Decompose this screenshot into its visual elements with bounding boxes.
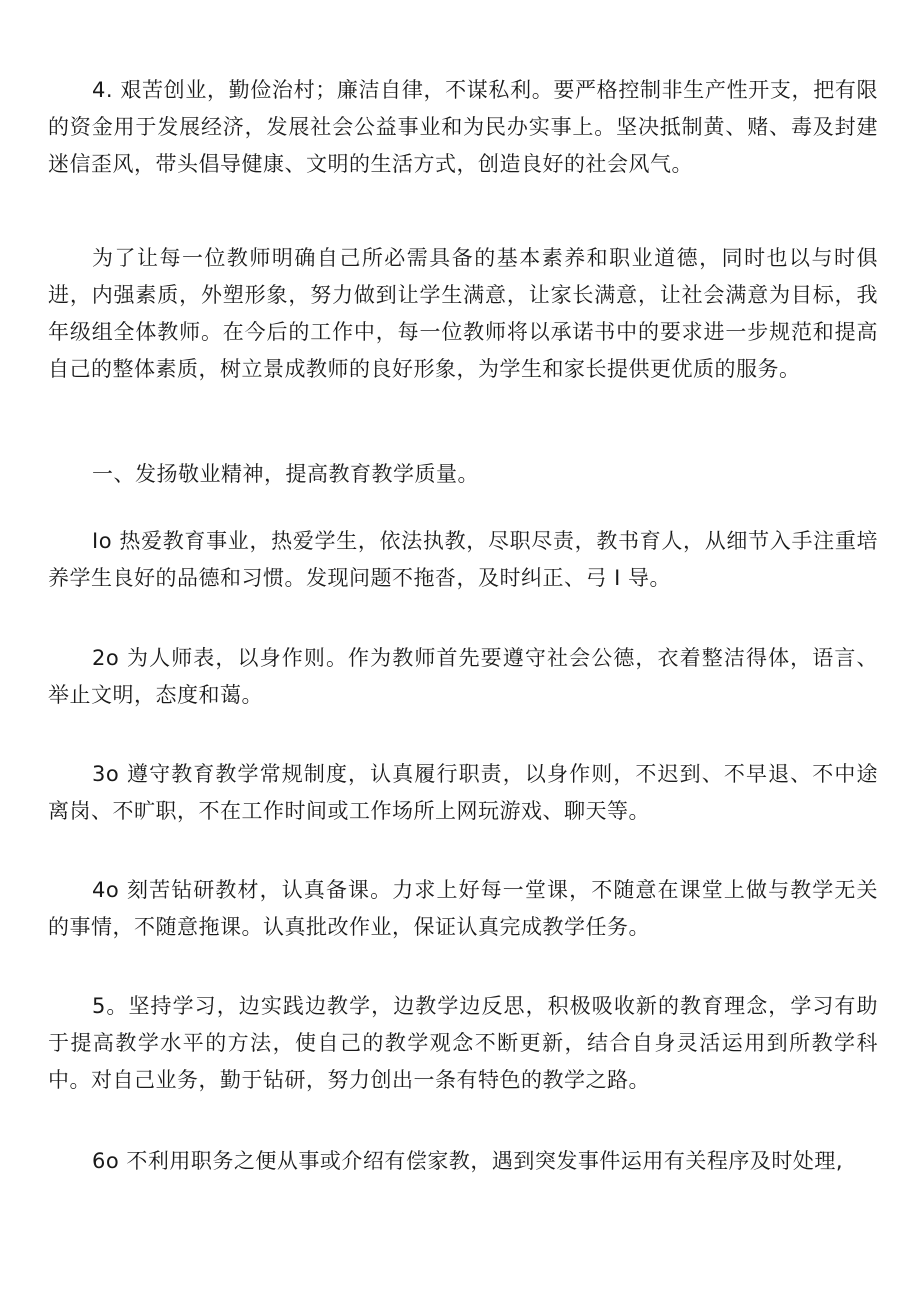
paragraph-item-5: 5。坚持学习，边实践边教学，边教学边反思，积极吸收新的教育理念，学习有助于提高教学水平的方法，使自己的教学观念不断更新，结合自身灵活运用到所教学科中。对自己业务，勤于钻研，努力创出一条有特色的教学之路。 <box>48 994 878 1092</box>
paragraph-item-3: 3o 遵守教育教学常规制度，认真履行职责，以身作则，不迟到、不早退、不中途离岗、不旷职，不在工作时间或工作场所上网玩游戏、聊天等。 <box>48 762 878 823</box>
paragraph-item-4: 4o 刻苦钻研教材，认真备课。力求上好每一堂课，不随意在课堂上做与教学无关的事情，不随意拖课。认真批改作业，保证认真完成教学任务。 <box>48 878 878 939</box>
section-heading-dedication: 一、发扬敬业精神，提高教育教学质量。 <box>92 462 479 486</box>
paragraph-item-1: Io 热爱教育事业，热爱学生，依法执教，尽职尽责，教书育人，从细节入手注重培养学生良好的品德和习惯。发现问题不拖沓，及时纠正、弓 I 导。 <box>48 529 878 590</box>
paragraph-item-2: 2o 为人师表，以身作则。作为教师首先要遵守社会公德，衣着整洁得体，语言、举止文明，态度和蔼。 <box>48 646 878 707</box>
paragraph-village-self-discipline: 4. 艰苦创业，勤俭治村；廉洁自律，不谋私利。要严格控制非生产性开支，把有限的资金用于发展经济，发展社会公益事业和为民办实事上。坚决抵制黄、赌、毒及封建迷信歪风，带头倡导健康、文明的生活方式，创造良好的社会风气。 <box>48 78 878 176</box>
paragraph-item-6: 6o 不利用职务之便从事或介绍有偿家教，遇到突发事件运用有关程序及时处理, <box>92 1149 844 1173</box>
paragraph-teacher-commitment-intro: 为了让每一位教师明确自己所必需具备的基本素养和职业道德，同时也以与时俱进，内强素质，外塑形象，努力做到让学生满意，让家长满意，让社会满意为目标，我年级组全体教师。在今后的工作中，每一位教师将以承诺书中的要求进一步规范和提高自己的整体素质，树立景成教师的良好形象，为学生和家长提供更优质的服务。 <box>48 246 878 381</box>
